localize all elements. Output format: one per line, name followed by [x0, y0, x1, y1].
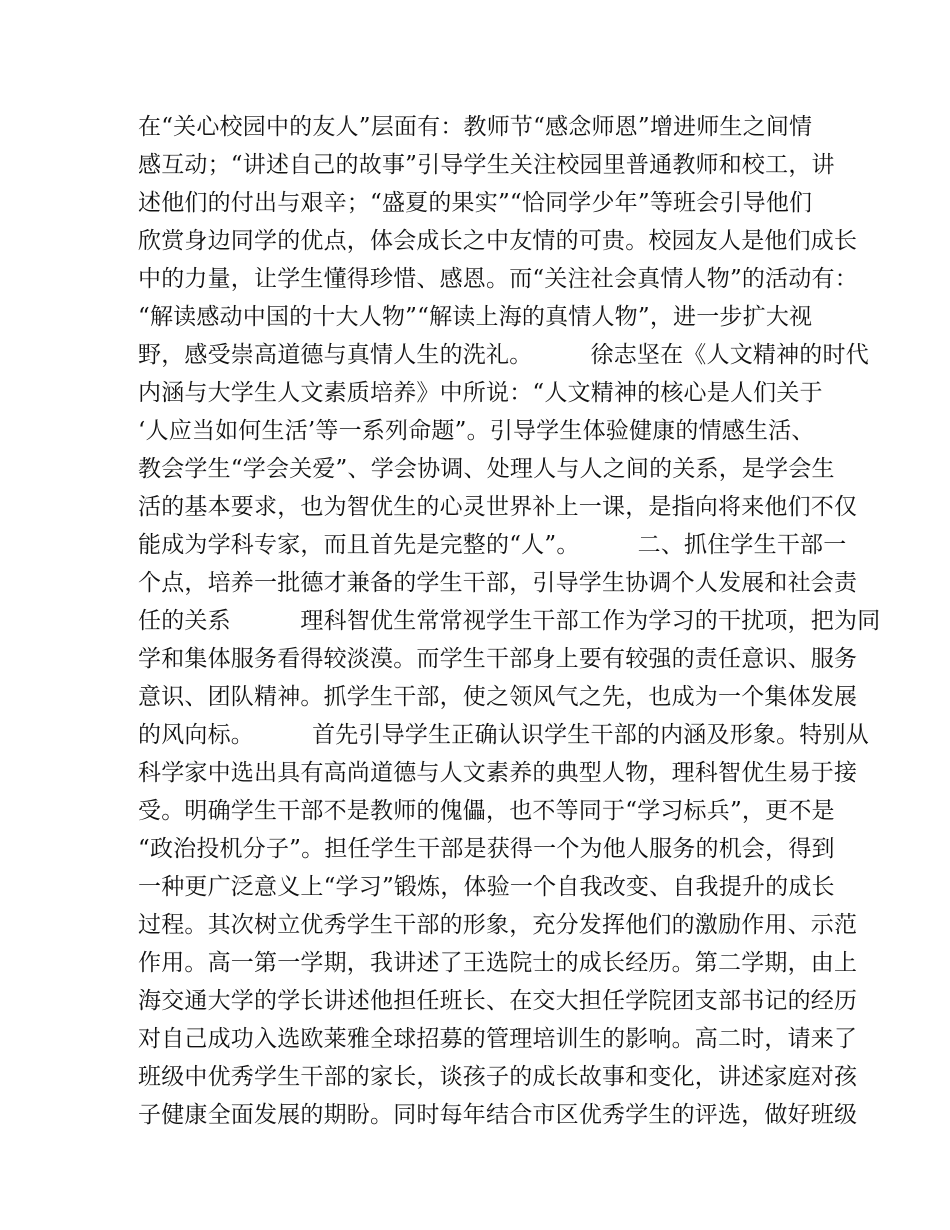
text-line: 受。明确学生干部不是教师的傀儡，也不等同于“学习标兵”，更不是	[138, 798, 835, 824]
text-line: 作用。高一第一学期，我讲述了王选院士的成长经历。第二学期，由上	[138, 950, 858, 976]
text-line: 过程。其次树立优秀学生干部的形象，充分发挥他们的激励作用、示范	[138, 912, 858, 938]
text-line: 一种更广泛意义上“学习”锻炼，体验一个自我改变、自我提升的成长	[138, 874, 835, 900]
text-line: 中的力量，让学生懂得珍惜、感恩。而“关注社会真情人物”的活动有：	[138, 266, 858, 292]
text-line: 任的关系 理科智优生常常视学生干部工作为学习的干扰项，把为同	[138, 608, 881, 634]
text-line: “解读感动中国的十大人物”“解读上海的真情人物”，进一步扩大视	[138, 304, 813, 330]
text-line: 对自己成功入选欧莱雅全球招募的管理培训生的影响。高二时，请来了	[138, 1026, 858, 1052]
text-line: 科学家中选出具有高尚道德与人文素养的典型人物，理科智优生易于接	[138, 760, 858, 786]
text-line: 活的基本要求，也为智优生的心灵世界补上一课，是指向将来他们不仅	[138, 494, 858, 520]
text-line: 个点，培养一批德才兼备的学生干部，引导学生协调个人发展和社会责	[138, 570, 858, 596]
text-line: “政治投机分子”。担任学生干部是获得一个为他人服务的机会，得到	[138, 836, 835, 862]
text-line: 内涵与大学生人文素质培养》中所说：“人文精神的核心是人们关于	[138, 380, 823, 406]
text-line: 能成为学科专家，而且首先是完整的“人”。 二、抓住学生干部一	[138, 532, 847, 558]
text-line: 学和集体服务看得较淡漠。而学生干部身上要有较强的责任意识、服务	[138, 646, 858, 672]
text-line: 海交通大学的学长讲述他担任班长、在交大担任学院团支部书记的经历	[138, 988, 858, 1014]
text-line: 欣赏身边同学的优点，体会成长之中友情的可贵。校园友人是他们成长	[138, 228, 858, 254]
text-line: 教会学生“学会关爱”、学会协调、处理人与人之间的关系，是学会生	[138, 456, 835, 482]
text-line: 野，感受崇高道德与真情人生的洗礼。 徐志坚在《人文精神的时代	[138, 342, 869, 368]
text-line: ‘人应当如何生活’等一系列命题”。引导学生体验健康的情感生活、	[138, 418, 815, 444]
text-line: 子健康全面发展的期盼。同时每年结合市区优秀学生的评选，做好班级	[138, 1102, 858, 1128]
text-line: 班级中优秀学生干部的家长，谈孩子的成长故事和变化，讲述家庭对孩	[138, 1064, 858, 1090]
text-line: 在“关心校园中的友人”层面有：教师节“感念师恩”增进师生之间情	[138, 114, 813, 140]
body-text	[138, 108, 881, 1134]
text-line: 意识、团队精神。抓学生干部，使之领风气之先，也成为一个集体发展	[138, 684, 858, 710]
text-line: 的风向标。 首先引导学生正确认识学生干部的内涵及形象。特别从	[138, 722, 869, 748]
text-line: 述他们的付出与艰辛；“盛夏的果实”“恰同学少年”等班会引导他们	[138, 190, 813, 216]
text-line: 感互动；“讲述自己的故事”引导学生关注校园里普通教师和校工，讲	[138, 152, 835, 178]
